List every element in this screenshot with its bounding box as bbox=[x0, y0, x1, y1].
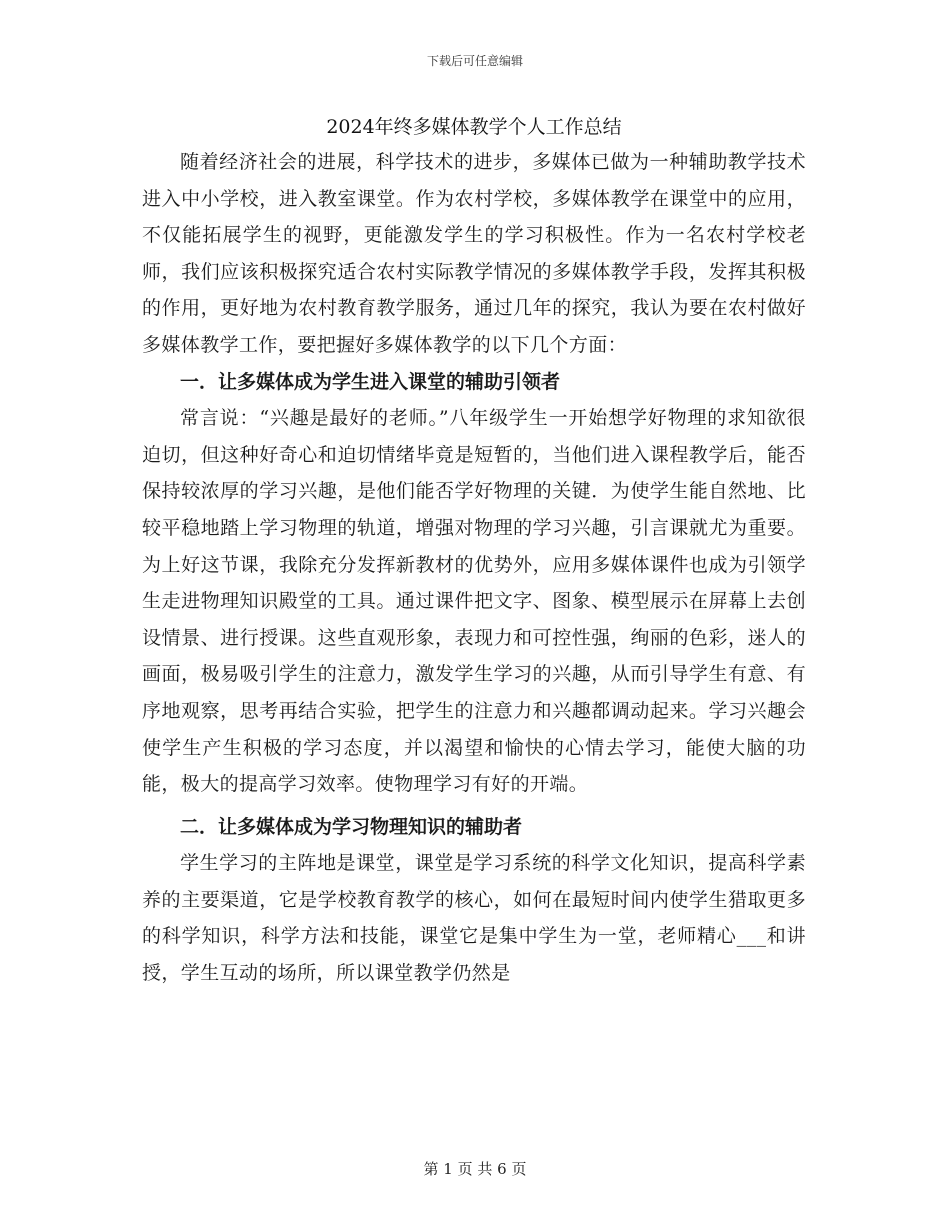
document-title: 2024年终多媒体教学个人工作总结 bbox=[326, 116, 622, 138]
page-number-footer: 第 1 页 共 6 页 bbox=[423, 1160, 527, 1178]
intro-paragraph: 随着经济社会的进展，科学技术的进步，多媒体已做为一种辅助教学技术进入中小学校，进入教室课堂。作为农村学校，多媒体教学在课堂中的应用，不仅能拓展学生的视野，更能激发学生的学习积极性。作为一名农村学校老师，我们应该积极探究适合农村实际教学情况的多媒体教学手段，发挥其积极的作用，更好地为农村教育教学服务，通过几年的探究，我认为要在农村做好多媒体教学工作，要把握好多媒体教学的以下几个方面： bbox=[142, 151, 806, 356]
section-2-heading: 二．让多媒体成为学习物理知识的辅助者 bbox=[180, 815, 523, 838]
section-1-paragraph: 常言说：“兴趣是最好的老师。”八年级学生一开始想学好物理的求知欲很迫切，但这种好奇心和迫切情绪毕竟是短暂的，当他们进入课程教学后，能否保持较浓厚的学习兴趣，是他们能否学好物理的关键．为使学生能自然地、比较平稳地踏上学习物理的轨道，增强对物理的学习兴趣，引言课就尤为重要。为上好这节课，我除充分发挥新教材的优势外，应用多媒体课件也成为引领学生走进物理知识殿堂的工具。通过课件把文字、图象、模型展示在屏幕上去创设情景、进行授课。这些直观形象，表现力和可控性强，绚丽的色彩，迷人的画面，极易吸引学生的注意力，激发学生学习的兴趣，从而引导学生有意、有序地观察，思考再结合实验，把学生的注意力和兴趣都调动起来。学习兴趣会使学生产生积极的学习态度，并以渴望和愉快的心情去学习，能使大脑的功能，极大的提高学习效率。使物理学习有好的开端。 bbox=[142, 407, 806, 796]
section-2-paragraph: 学生学习的主阵地是课堂，课堂是学习系统的科学文化知识，提高科学素养的主要渠道，它是学校教育教学的核心，如何在最短时间内使学生猎取更多的科学知识，科学方法和技能，课堂它是集中学生为一堂，老师精心___和讲授，学生互动的场所，所以课堂教学仍然是 bbox=[142, 852, 806, 985]
document-body bbox=[142, 112, 806, 992]
header-note: 下载后可任意编辑 bbox=[426, 54, 523, 68]
section-1-heading: 一．让多媒体成为学生进入课堂的辅助引领者 bbox=[180, 370, 561, 393]
